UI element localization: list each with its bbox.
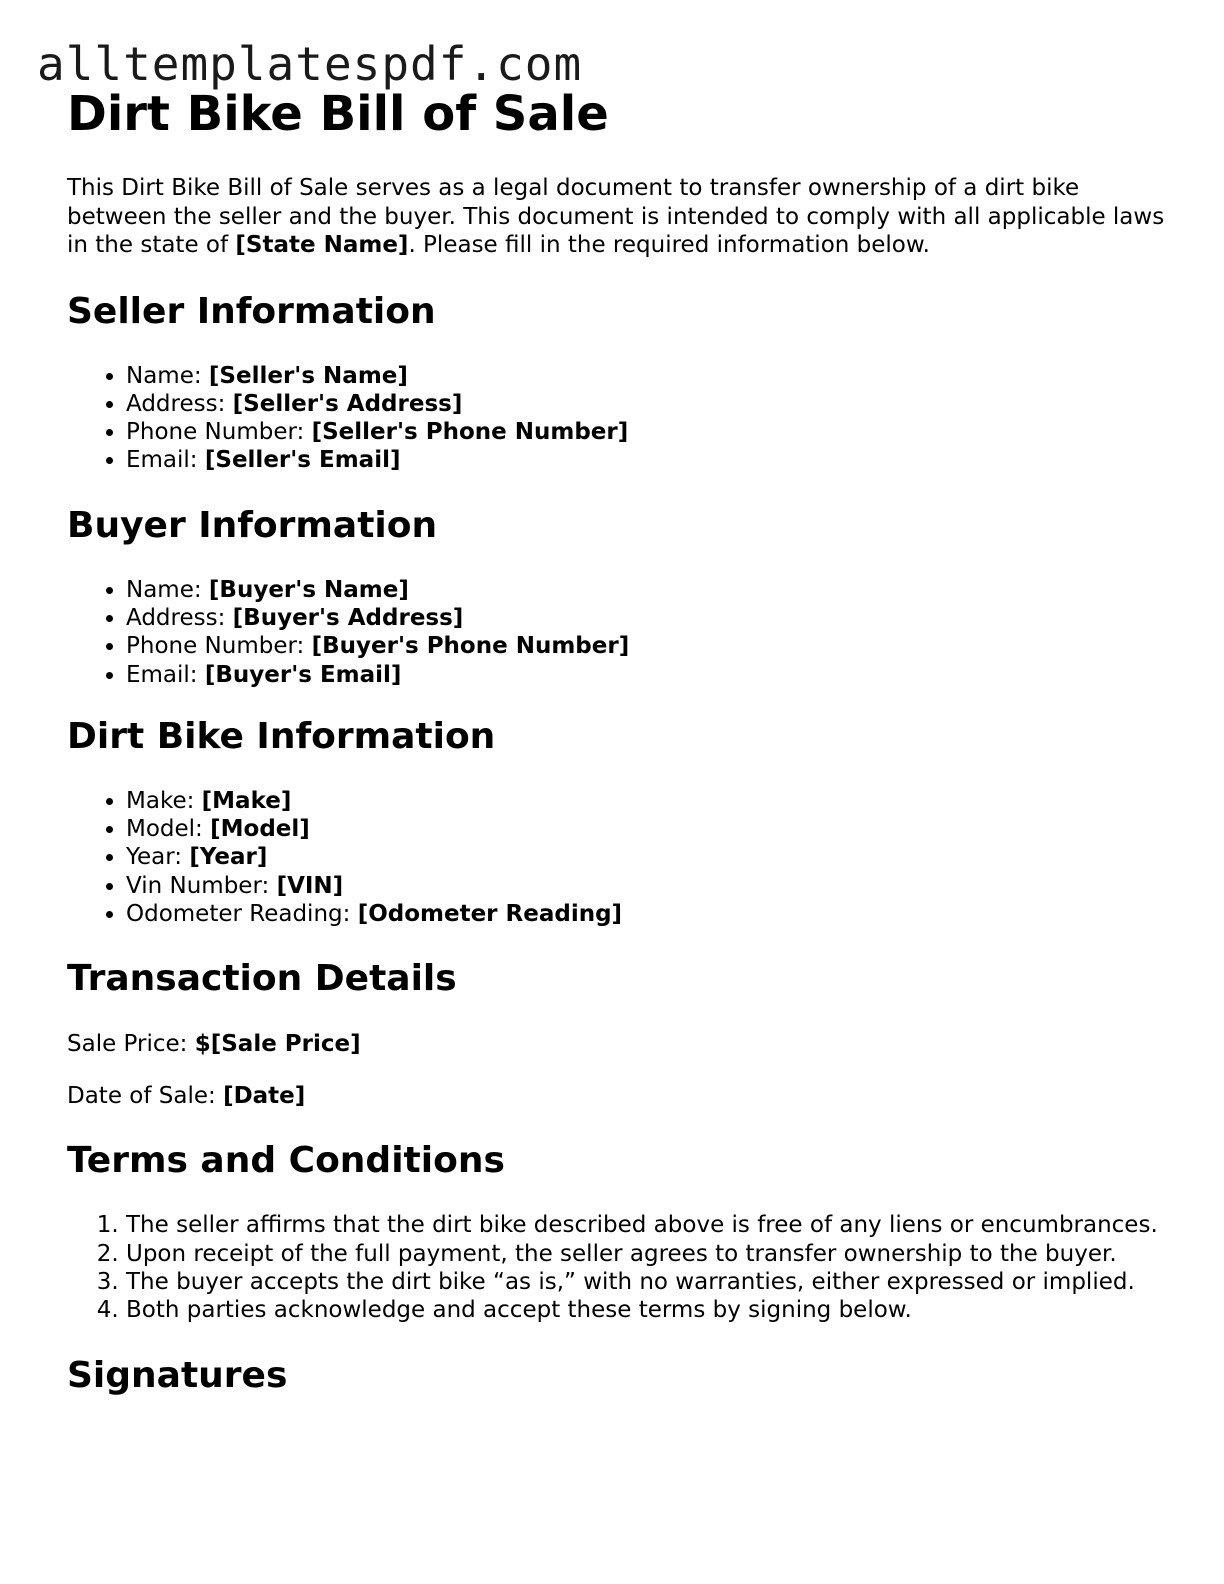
field-value: [Seller's Phone Number] bbox=[311, 419, 629, 446]
buyer-list bbox=[67, 576, 1167, 689]
field-label: Name: bbox=[126, 576, 209, 603]
field-label: Name: bbox=[126, 362, 209, 389]
signatures-heading: Signatures bbox=[67, 1354, 288, 1396]
sale-price-label: Sale Price: bbox=[67, 1031, 195, 1058]
terms-list bbox=[67, 1211, 1167, 1324]
field-value: [Make] bbox=[201, 787, 292, 814]
watermark: alltemplatespdf.com bbox=[37, 37, 583, 91]
buyer-name-item bbox=[126, 576, 1167, 604]
sale-date-label: Date of Sale: bbox=[67, 1083, 224, 1110]
field-value: [Seller's Email] bbox=[204, 447, 401, 474]
field-label: Phone Number: bbox=[126, 633, 312, 660]
field-label: Email: bbox=[126, 661, 205, 688]
sale-date-value: [Date] bbox=[223, 1083, 306, 1110]
seller-heading: Seller Information bbox=[67, 290, 436, 332]
buyer-email-item bbox=[126, 661, 1167, 689]
field-value: [Seller's Address] bbox=[232, 390, 463, 417]
field-value: [VIN] bbox=[276, 872, 344, 899]
sale-price-value: $[Sale Price] bbox=[194, 1031, 361, 1058]
terms-heading: Terms and Conditions bbox=[67, 1140, 505, 1182]
field-value: [Buyer's Email] bbox=[204, 661, 402, 688]
page-title: Dirt Bike Bill of Sale bbox=[67, 86, 609, 142]
state-placeholder: [State Name] bbox=[235, 232, 409, 258]
buyer-phone-item bbox=[126, 632, 1167, 660]
field-label: Year: bbox=[126, 844, 190, 871]
seller-list bbox=[67, 362, 1167, 475]
terms-item: 4. Both parties acknowledge and accept these terms by signing below. bbox=[126, 1296, 1167, 1324]
field-label: Address: bbox=[126, 390, 233, 417]
bike-year-item bbox=[126, 843, 1167, 871]
sale-date-line bbox=[67, 1082, 1167, 1110]
bike-odometer-item bbox=[126, 900, 1167, 928]
intro-paragraph bbox=[67, 174, 1167, 260]
bike-model-item bbox=[126, 815, 1167, 843]
bike-list bbox=[67, 787, 1167, 928]
buyer-heading: Buyer Information bbox=[67, 504, 438, 546]
seller-name-item bbox=[126, 362, 1167, 390]
terms-item: 1. The seller affirms that the dirt bike described above is free of any liens or encumbrances. bbox=[126, 1211, 1167, 1239]
intro-text-before: This Dirt Bike Bill of Sale serves as a legal document to transfer ownership of a dirt bike between the seller and the buyer. This document is intended to comply with all applicable laws in the state of bbox=[67, 175, 1165, 258]
field-label: Model: bbox=[126, 816, 211, 843]
intro-text-after: . Please fill in the required information below. bbox=[408, 232, 930, 258]
bike-vin-item bbox=[126, 872, 1167, 900]
field-label: Phone Number: bbox=[126, 419, 312, 446]
document-body bbox=[67, 84, 1167, 1398]
field-value: [Buyer's Phone Number] bbox=[311, 633, 630, 660]
bike-make-item bbox=[126, 787, 1167, 815]
buyer-address-item bbox=[126, 604, 1167, 632]
field-label: Odometer Reading: bbox=[126, 901, 358, 928]
terms-item: 3. The buyer accepts the dirt bike “as is,” with no warranties, either expressed or implied. bbox=[126, 1268, 1167, 1296]
field-value: [Seller's Name] bbox=[208, 362, 408, 389]
field-value: [Year] bbox=[189, 844, 268, 871]
bike-heading: Dirt Bike Information bbox=[67, 715, 496, 757]
field-value: [Buyer's Address] bbox=[232, 604, 464, 631]
field-label: Address: bbox=[126, 604, 233, 631]
seller-address-item bbox=[126, 390, 1167, 418]
field-label: Make: bbox=[126, 787, 202, 814]
field-label: Email: bbox=[126, 447, 205, 474]
sale-price-line bbox=[67, 1030, 1167, 1058]
seller-phone-item bbox=[126, 418, 1167, 446]
field-value: [Model] bbox=[210, 816, 310, 843]
field-value: [Odometer Reading] bbox=[357, 901, 623, 928]
field-value: [Buyer's Name] bbox=[208, 576, 409, 603]
transaction-heading: Transaction Details bbox=[67, 958, 457, 1000]
field-label: Vin Number: bbox=[126, 872, 277, 899]
terms-item: 2. Upon receipt of the full payment, the seller agrees to transfer ownership to the buyer. bbox=[126, 1240, 1167, 1268]
seller-email-item bbox=[126, 446, 1167, 474]
